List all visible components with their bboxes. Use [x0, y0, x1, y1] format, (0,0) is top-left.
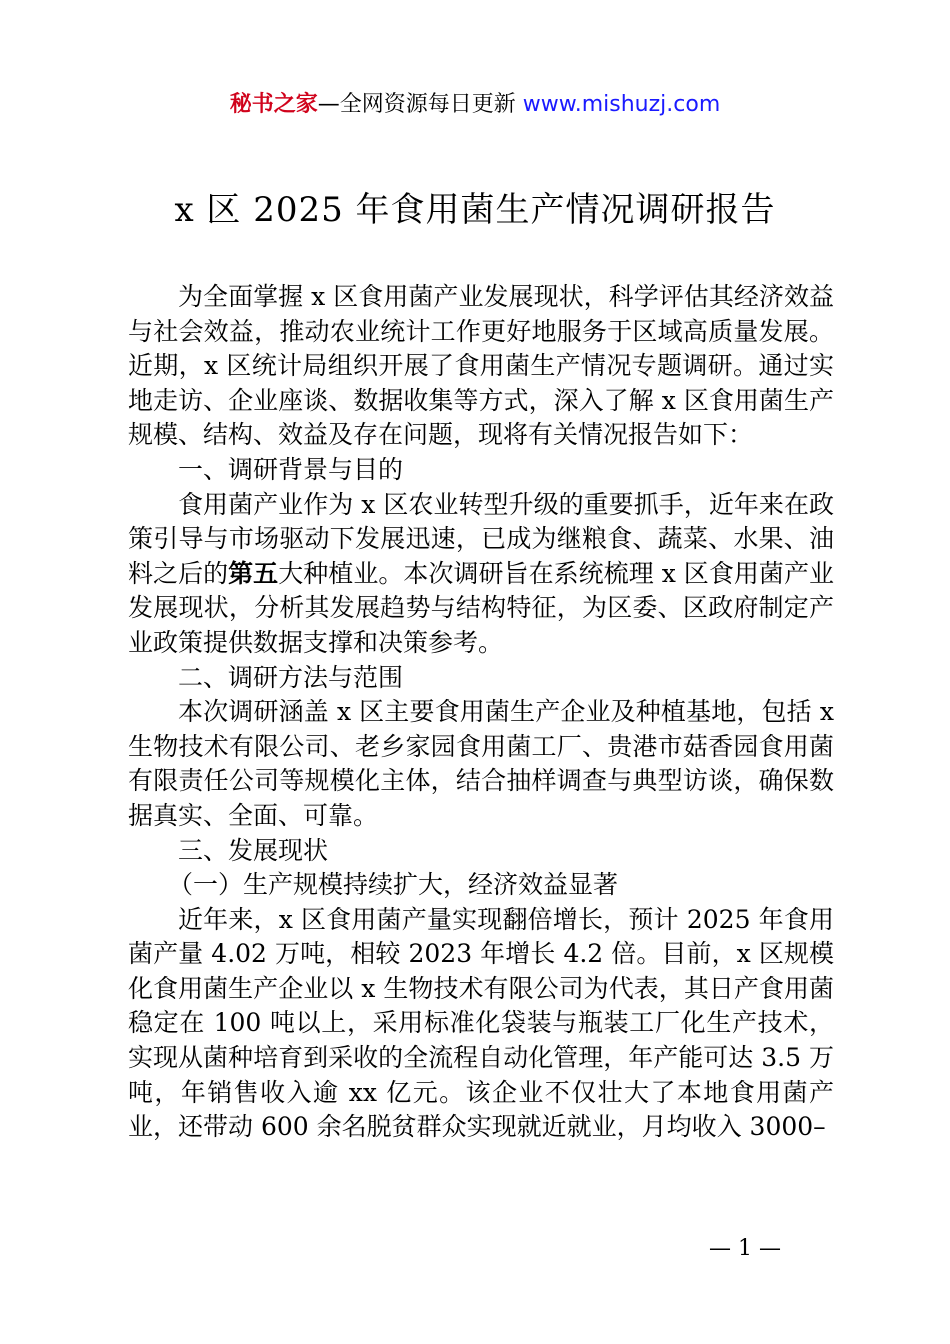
page-number: — 1 — [709, 1236, 781, 1261]
site-banner [0, 90, 950, 120]
body-paragraph: 近年来，x 区食用菌产量实现翻倍增长，预计 2025 年食用菌产量 4.02 万吨，相较 2023 年增长 4.2 倍。目前，x 区规模化食用菌生产企业以 x 生物技术有限公司为代表，其日产食用菌稳定在 100 吨以上，采用标准化袋装与瓶装工厂化生产技术，实现从菌种培育到采收的全流程自动化管理，年产能可达 3.5 万吨，年销售收入逾 xx 亿元。该企业不仅壮大了本地食用菌产业，还带动 600 余名脱贫群众实现就近就业，月均收入 3000– [128, 904, 834, 1142]
subsection-heading: （一）生产规模持续扩大，经济效益显著 [168, 870, 619, 900]
banner-brand: 秘书之家 [229, 92, 318, 117]
intro-paragraph: 为全面掌握 x 区食用菌产业发展现状，科学评估其经济效益与社会效益，推动农业统计工作更好地服务于区域高质量发展。近期，x 区统计局组织开展了食用菌生产情况专题调研。通过实地走访、企业座谈、数据收集等方式，深入了解 x 区食用菌生产规模、结构、效益及存在问题，现将有关情况报告如下： [128, 282, 834, 450]
banner-url-link[interactable]: www.mishuzj.com [522, 92, 721, 117]
document-title: x 区 2025 年食用菌生产情况调研报告 [174, 190, 776, 230]
body-paragraph [128, 488, 834, 661]
bold-emphasis: 第五 [228, 558, 279, 588]
banner-slogan: —全网资源每日更新 [317, 92, 516, 117]
paragraph-text: 大种植业。本次调研旨在系统梳理 x 区食用菌产业发展现状，分析其发展趋势与结构特征，为区委、区政府制定产业政策提供数据支撑和决策参考。 [128, 558, 834, 657]
section-heading: 三、发展现状 [178, 835, 329, 865]
document-body [128, 280, 834, 1145]
section-heading: 一、调研背景与目的 [178, 454, 404, 484]
paragraph-text: 食用菌产业作为 x 区农业转型升级的重要抓手，近年来在政策引导与市场驱动下发展迅速，已成为继粮食、蔬菜、水果、油料之后的 [128, 489, 834, 588]
body-paragraph: 本次调研涵盖 x 区主要食用菌生产企业及种植基地，包括 x 生物技术有限公司、老乡家园食用菌工厂、贵港市菇香园食用菌有限责任公司等规模化主体，结合抽样调查与典型访谈，确保数据真实、全面、可靠。 [128, 697, 834, 830]
section-heading: 二、调研方法与范围 [178, 662, 404, 692]
